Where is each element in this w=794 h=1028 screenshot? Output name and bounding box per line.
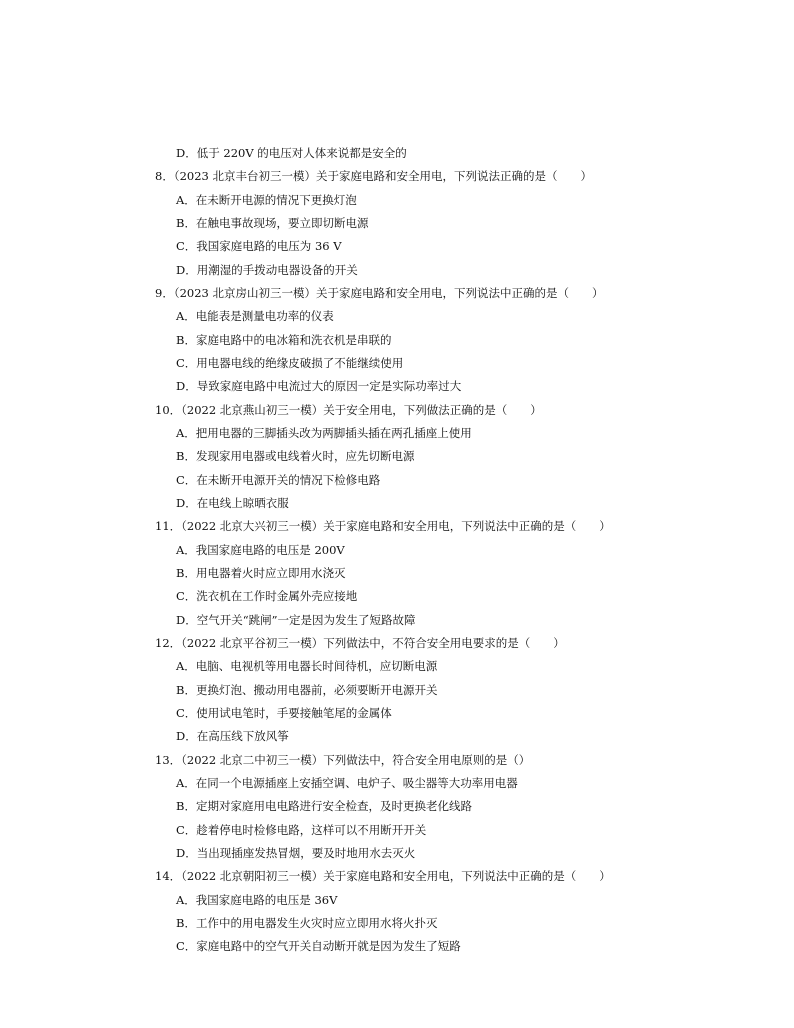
answer-option: B．更换灯泡、搬动用电器前，必须要断开电源开关 [176, 683, 438, 697]
answer-option: B．用电器着火时应立即用水浇灭 [176, 566, 346, 580]
question-stem: 8．（2023 北京丰台初三一模）关于家庭电路和安全用电，下列说法正确的是（ ） [155, 169, 592, 183]
question-stem: 12．（2022 北京平谷初三一模）下列做法中，不符合安全用电要求的是（ ） [155, 636, 565, 650]
answer-option: C．使用试电笔时，手要接触笔尾的金属体 [176, 706, 392, 720]
answer-option: A．在同一个电源插座上安插空调、电炉子、吸尘器等大功率用电器 [176, 776, 518, 790]
answer-option: B．发现家用电器或电线着火时，应先切断电源 [176, 449, 415, 463]
answer-option: A．把用电器的三脚插头改为两脚插头插在两孔插座上使用 [176, 426, 472, 440]
answer-option: C．家庭电路中的空气开关自动断开就是因为发生了短路 [176, 939, 461, 953]
answer-option: A．我国家庭电路的电压是 200V [176, 543, 345, 557]
answer-option: C．我国家庭电路的电压为 36 V [176, 239, 342, 253]
answer-option: A．在未断开电源的情况下更换灯泡 [176, 193, 357, 207]
answer-option: C．趁着停电时检修电路，这样可以不用断开开关 [176, 823, 427, 837]
answer-option: D．在高压线下放风筝 [176, 729, 289, 743]
question-stem: 11．（2022 北京大兴初三一模）关于家庭电路和安全用电，下列说法中正确的是（ ） [155, 519, 611, 533]
answer-option: B．定期对家庭用电电路进行安全检查，及时更换老化线路 [176, 799, 472, 813]
answer-option: D．低于 220V 的电压对人体来说都是安全的 [176, 146, 407, 160]
answer-option: D．导致家庭电路中电流过大的原因一定是实际功率过大 [176, 379, 462, 393]
answer-option: B．在触电事故现场，要立即切断电源 [176, 216, 369, 230]
question-stem: 14．（2022 北京朝阳初三一模）关于家庭电路和安全用电，下列说法中正确的是（ ） [155, 869, 611, 883]
answer-option: B．家庭电路中的电冰箱和洗衣机是串联的 [176, 333, 392, 347]
answer-option: C．在未断开电源开关的情况下检修电路 [176, 473, 381, 487]
answer-option: C．洗衣机在工作时金属外壳应接地 [176, 589, 358, 603]
question-stem: 9．（2023 北京房山初三一模）关于家庭电路和安全用电，下列说法中正确的是（ ） [155, 286, 604, 300]
answer-option: A．电能表是测量电功率的仪表 [176, 309, 334, 323]
question-stem: 13．（2022 北京二中初三一模）下列做法中，符合安全用电原则的是（） [155, 753, 531, 767]
answer-option: D．空气开关“跳闸”一定是因为发生了短路故障 [176, 613, 416, 627]
answer-option: A．我国家庭电路的电压是 36V [176, 893, 338, 907]
answer-option: D．当出现插座发热冒烟，要及时地用水去灭火 [176, 846, 416, 860]
answer-option: D．在电线上晾晒衣服 [176, 496, 289, 510]
question-stem: 10．（2022 北京燕山初三一模）关于安全用电，下列做法正确的是（ ） [155, 403, 542, 417]
answer-option: A．电脑、电视机等用电器长时间待机，应切断电源 [176, 659, 438, 673]
answer-option: B．工作中的用电器发生火灾时应立即用水将火扑灭 [176, 916, 438, 930]
answer-option: D．用潮湿的手拨动电器设备的开关 [176, 263, 358, 277]
answer-option: C．用电器电线的绝缘皮破损了不能继续使用 [176, 356, 404, 370]
